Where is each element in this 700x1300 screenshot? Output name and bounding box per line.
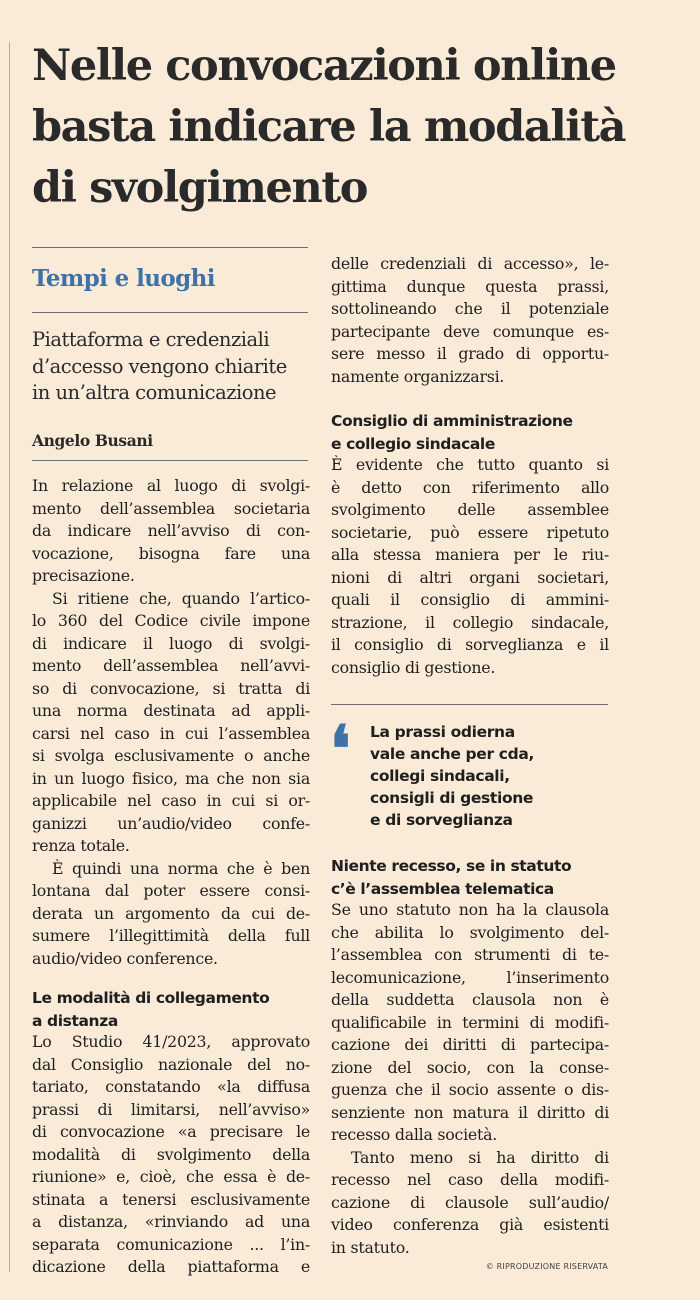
text-line: audio/video conference. [32, 948, 218, 968]
text-line: partecipante deve comunque es- [331, 321, 609, 341]
copyright-footer: © RIPRODUZIONE RISERVATA [485, 1262, 608, 1271]
body-text-right [331, 253, 609, 388]
text-line: delle credenziali di accesso», le- [331, 254, 609, 273]
text-line: separata comunicazione ... l’in- [32, 1234, 310, 1254]
text-line: In relazione al luogo di svolgi- [32, 476, 310, 495]
text-line: Lo Studio 41/2023, approvato [32, 1032, 310, 1051]
text-line: riunione» e, cioè, che essa è de- [32, 1167, 310, 1186]
subhead [331, 855, 611, 900]
text-line: mento dell’assemblea nell’avvi- [32, 656, 310, 675]
text-line: prassi di limitarsi, nell’avviso» [32, 1099, 310, 1119]
text-line: cazione di clausole sull’audio/ [331, 1192, 609, 1212]
text-line: della suddetta clausola non è [331, 990, 609, 1009]
text-line: societarie, può essere ripetuto [331, 522, 609, 542]
kicker: Tempi e luoghi [32, 265, 215, 292]
subhead [331, 410, 611, 455]
body-text-left [32, 475, 310, 970]
text-line: derata un argomento da cui de- [32, 903, 310, 923]
text-line: si svolga esclusivamente o anche [32, 746, 310, 765]
text-line: Se uno statuto non ha la clausola [331, 900, 609, 919]
headline [32, 36, 672, 219]
text-line: consiglio di gestione. [331, 657, 496, 677]
text-line: tariato, constatando «la diffusa [32, 1077, 310, 1096]
text-line: quali il consiglio di ammini- [331, 590, 609, 609]
text-line: guenza che il socio assente o dis- [331, 1080, 609, 1099]
text-line: senziente non matura il diritto di [331, 1102, 609, 1122]
subtitle-line: d’accesso vengono chiarite [32, 354, 287, 378]
divider [32, 247, 308, 248]
text-line: una norma destinata ad appli- [32, 701, 310, 720]
text-line: di convocazione «a precisare le [32, 1122, 310, 1141]
body-text-right-2 [331, 454, 609, 679]
subhead-line: Consiglio di amministrazione [331, 412, 573, 430]
divider [331, 704, 608, 705]
text-line: dicazione della piattaforma e [32, 1257, 310, 1276]
text-line: so di convocazione, si tratta di [32, 678, 310, 698]
author-byline: Angelo Busani [32, 431, 153, 450]
text-line: alla stessa maniera per le riu- [331, 545, 609, 564]
text-line: vocazione, bisogna fare una [32, 543, 310, 563]
quote-line: e di sorveglianza [370, 811, 513, 829]
subhead-line: a distanza [32, 1011, 118, 1030]
quote-line: consigli di gestione [370, 789, 534, 807]
headline-line: Nelle convocazioni online [32, 41, 616, 91]
quote-line: vale anche per cda, [370, 745, 535, 763]
text-line: modalità di svolgimento della [32, 1144, 310, 1164]
text-line: a distanza, «rinviando ad una [32, 1212, 310, 1231]
text-line: carsi nel caso in cui l’assemblea [32, 723, 310, 743]
text-line: namente organizzarsi. [331, 366, 505, 386]
divider [32, 460, 308, 461]
text-line: Si ritiene che, quando l’artico- [52, 588, 310, 608]
headline-line: di svolgimento [32, 163, 368, 213]
subtitle [32, 327, 312, 407]
text-line: nioni di altri organi societari, [331, 567, 609, 587]
text-line: in un luogo fisico, ma che non sia [32, 768, 310, 788]
subhead-line: e collegio sindacale [331, 434, 495, 453]
subhead-line: Le modalità di collegamento [32, 989, 270, 1007]
text-line: che abilita lo svolgimento del- [331, 922, 609, 942]
text-line: È quindi una norma che è ben [52, 858, 310, 878]
quote-icon: ❛ [330, 712, 351, 787]
text-line: ganizzi un’audio/video confe- [32, 813, 310, 833]
text-line: lo 360 del Codice civile impone [32, 611, 310, 630]
divider [32, 312, 308, 313]
text-line: mento dell’assemblea societaria [32, 498, 310, 518]
text-line: l’assemblea con strumenti di te- [331, 945, 609, 964]
text-line: recesso nel caso della modifi- [331, 1170, 609, 1189]
text-line: gittima dunque questa prassi, [331, 276, 609, 296]
quote-line: collegi sindacali, [370, 767, 510, 785]
text-line: applicabile nel caso in cui si or- [32, 791, 310, 810]
text-line: renza totale. [32, 836, 130, 855]
text-line: dal Consiglio nazionale del no- [32, 1054, 310, 1074]
body-text-left-2 [32, 1031, 310, 1279]
body-text-right-3 [331, 899, 609, 1259]
subhead-line: c’è l’assemblea telematica [331, 879, 554, 898]
subtitle-line: Piattaforma e credenziali [32, 328, 270, 351]
text-line: è detto con riferimento allo [331, 477, 609, 497]
text-line: sumere l’illegittimità della full [32, 926, 310, 945]
text-line: da indicare nell’avviso di con- [32, 521, 310, 540]
text-line: video conferenza già esistenti [331, 1215, 609, 1234]
text-line: Tanto meno si ha diritto di [351, 1147, 609, 1167]
text-line: lecomunicazione, l’inserimento [331, 967, 609, 987]
text-line: recesso dalla società. [331, 1125, 498, 1144]
text-line: zione del socio, con la conse- [331, 1057, 609, 1077]
left-margin-rule [9, 42, 10, 1272]
headline-line: basta indicare la modalità [32, 102, 626, 152]
text-line: di indicare il luogo di svolgi- [32, 633, 310, 653]
text-line: il consiglio di sorveglianza e il [331, 635, 609, 654]
subhead-line: Niente recesso, se in statuto [331, 857, 572, 875]
pull-quote [370, 721, 610, 831]
text-line: svolgimento delle assemblee [331, 500, 609, 519]
quote-line: La prassi odierna [370, 723, 515, 741]
text-line: qualificabile in termini di modifi- [331, 1012, 609, 1032]
text-line: sere messo il grado di opportu- [331, 344, 609, 363]
text-line: È evidente che tutto quanto si [331, 455, 609, 474]
text-line: in statuto. [331, 1237, 410, 1257]
text-line: sottolineando che il potenziale [331, 299, 609, 318]
text-line: precisazione. [32, 566, 135, 585]
subhead [32, 987, 312, 1032]
subtitle-line: in un’altra comunicazione [32, 381, 277, 404]
text-line: lontana dal poter essere consi- [32, 881, 310, 900]
text-line: strazione, il collegio sindacale, [331, 612, 609, 632]
text-line: cazione dei diritti di partecipa- [331, 1035, 609, 1054]
text-line: stinata a tenersi esclusivamente [32, 1189, 310, 1209]
